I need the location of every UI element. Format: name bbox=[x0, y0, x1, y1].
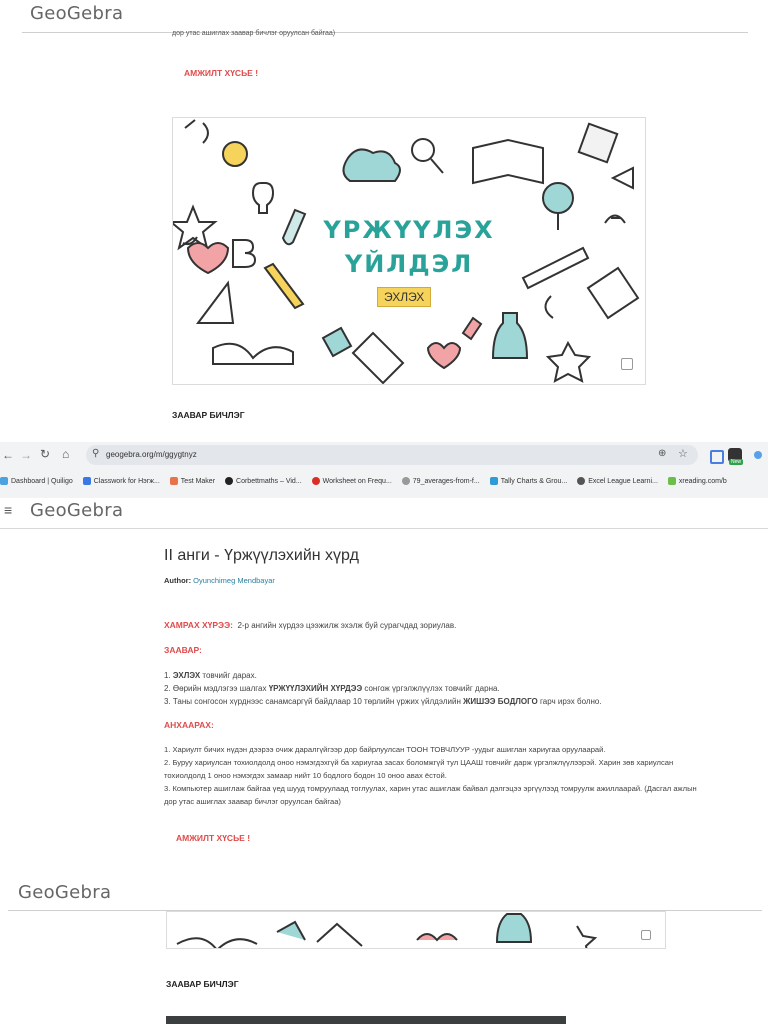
page-title: II анги - Үржүүлэхийн хүрд bbox=[164, 547, 359, 564]
address-bar[interactable] bbox=[86, 445, 698, 465]
success-text-top: АМЖИЛТ ХҮСЬЕ ! bbox=[184, 68, 259, 78]
url-text: geogebra.org/m/ggygtnyz bbox=[106, 450, 197, 459]
geogebra-logo-bottom[interactable] bbox=[18, 882, 111, 903]
bookmark-8[interactable]: Excel League Learni... bbox=[577, 477, 658, 485]
geogebra-logo-main[interactable] bbox=[30, 500, 123, 521]
attention-3: 3. Компьютер ашиглаж байгаа үед шууд томруулаад тоглуулах, харин утас ашиглаж байвал дэлгэцээ эргүүлээд томруулж ажиллаарай. (Дасгал ажлын bbox=[164, 784, 697, 793]
attention-2: 2. Буруу хариулсан тохиолдолд оноо нэмэгдэхгүй ба хариугаа засах боломжгүй тул ЦААШ товчийг дарж үргэлжлүүлээрэй. Харин зөв хариулсан bbox=[164, 758, 674, 767]
geogebra-logo-top[interactable] bbox=[30, 3, 123, 24]
instructions-label: ЗААВАР: bbox=[164, 645, 202, 655]
bookmarks-bar bbox=[0, 473, 768, 489]
success-text: АМЖИЛТ ХҮСЬЕ ! bbox=[176, 833, 251, 843]
instruction-2: 2. Өөрийн мэдлэгээ шалгах ҮРЖҮҮЛЭХИЙН ХҮРДЭЭ сонгож үргэлжлүүлэх товчийг дарна. bbox=[164, 684, 500, 693]
reload-icon[interactable]: ↻ bbox=[40, 447, 51, 461]
applet-banner[interactable] bbox=[172, 117, 646, 385]
header-divider-main bbox=[0, 528, 768, 529]
author-link[interactable]: Oyunchimeg Mendbayar bbox=[193, 576, 275, 585]
zoom-icon[interactable]: ⊕ bbox=[658, 448, 667, 459]
cut-off-text: дор утас ашиглах заавар бичлэг оруулсан байгаа) bbox=[172, 30, 336, 37]
video-player[interactable] bbox=[166, 1016, 566, 1024]
browser-toolbar bbox=[0, 442, 768, 498]
instruction-1: 1. ЭХЛЭХ товчийг дарах. bbox=[164, 671, 257, 680]
logo-text: GeoGebra bbox=[18, 882, 112, 903]
bookmark-2[interactable]: Classwork for Нэгж... bbox=[83, 477, 160, 485]
bookmark-5[interactable]: Worksheet on Frequ... bbox=[312, 477, 392, 485]
bookmark-6[interactable]: 79_averages-from-f... bbox=[402, 477, 480, 485]
attention-1: 1. Хариулт бичих нүдэн дээрээ очиж даралгүйгээр дор байрлуулсан ТООН ТОВЧЛУУР -уудыг ашиглан хариугаа оруулаарай. bbox=[164, 745, 606, 754]
bookmark-7[interactable]: Tally Charts & Grou... bbox=[490, 477, 568, 485]
bookmark-1[interactable]: Dashboard | Quiligo bbox=[0, 477, 73, 485]
extension-icon[interactable] bbox=[710, 450, 724, 464]
applet-banner-bottom[interactable] bbox=[166, 911, 666, 949]
author-label: Author: bbox=[164, 576, 192, 585]
bookmark-star-icon[interactable]: ☆ bbox=[678, 448, 688, 460]
forward-icon[interactable]: → bbox=[20, 448, 32, 462]
fullscreen-icon[interactable] bbox=[621, 358, 633, 370]
banner-title-line1: ҮРЖҮҮЛЭХ bbox=[323, 216, 495, 244]
goal-label: ХАМРАХ ХҮРЭЭ: bbox=[164, 620, 233, 630]
attention-label: АНХААРАХ: bbox=[164, 720, 214, 730]
profile-icon[interactable] bbox=[754, 451, 762, 459]
site-info-icon[interactable]: ⚲ bbox=[92, 448, 100, 459]
back-icon[interactable]: ← bbox=[2, 448, 14, 462]
header-divider bbox=[22, 32, 748, 33]
attention-list bbox=[164, 743, 756, 808]
home-icon[interactable]: ⌂ bbox=[62, 447, 70, 461]
bookmark-9[interactable]: xreading.com/b bbox=[668, 477, 727, 485]
fullscreen-icon-bottom[interactable] bbox=[641, 930, 651, 940]
banner-title-line2: ҮЙЛДЭЛ bbox=[344, 250, 474, 278]
bookmark-3[interactable]: Test Maker bbox=[170, 477, 215, 485]
instructions-list bbox=[164, 669, 754, 708]
goal-text: 2-р ангийн хүрдээ цээжилж эхэлж буй сурагчдад зориулав. bbox=[237, 621, 457, 630]
logo-text: GeoGebra bbox=[30, 500, 124, 521]
video-heading-top: ЗААВАР БИЧЛЭГ bbox=[172, 410, 245, 420]
new-badge: New bbox=[731, 459, 742, 465]
goal-line bbox=[164, 619, 456, 632]
video-heading: ЗААВАР БИЧЛЭГ bbox=[166, 979, 239, 989]
bookmark-4[interactable]: Corbettmaths – Vid... bbox=[225, 477, 302, 485]
attention-2-cont: тохиолдолд 1 оноо нэмэгдэх замаар нийт 10 бодлого бодон 10 оноо авах ёстой. bbox=[164, 771, 447, 780]
menu-icon[interactable]: ≡ bbox=[4, 502, 13, 518]
logo-text: GeoGebra bbox=[30, 3, 124, 24]
doodle-strip bbox=[167, 912, 665, 948]
attention-3-cont: дор утас ашиглах заавар бичлэг оруулсан байгаа) bbox=[164, 797, 341, 806]
author-line bbox=[164, 576, 275, 585]
start-button[interactable]: ЭХЛЭХ bbox=[377, 287, 431, 307]
instruction-3: 3. Таны сонгосон хүрднээс санамсаргүй байдлаар 10 төрлийн үржих үйлдэлийн ЖИШЭЭ БОДЛОГО гарч ирэх болно. bbox=[164, 697, 602, 706]
